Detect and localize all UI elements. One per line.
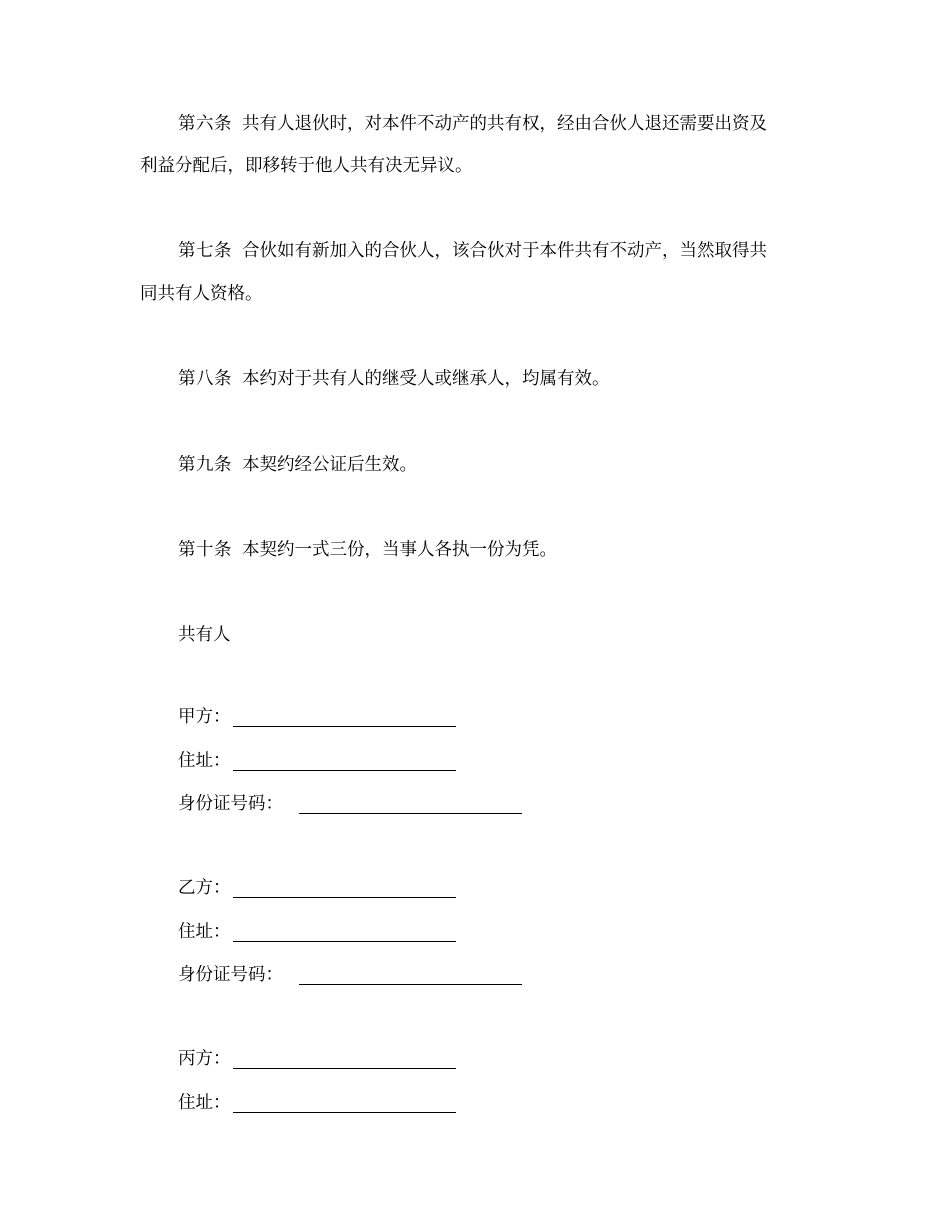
article-8-label: 第八条 — [178, 369, 232, 389]
party-b-id-label: 身份证号码： — [178, 965, 283, 985]
article-9-line — [178, 453, 417, 477]
party-a-id-row — [178, 792, 528, 818]
article-7-line-2: 同共有人资格。 — [140, 284, 263, 304]
party-c-row — [178, 1047, 468, 1073]
party-a-address-blank[interactable] — [233, 770, 456, 771]
party-c-address-row — [178, 1091, 468, 1117]
party-a-label: 甲方： — [178, 707, 231, 727]
party-c-address-blank[interactable] — [233, 1112, 456, 1113]
party-a-id-blank[interactable] — [299, 813, 522, 814]
article-8-line — [178, 367, 610, 391]
party-a-blank[interactable] — [233, 726, 456, 727]
party-b-row — [178, 876, 468, 902]
article-7-text: 合伙如有新加入的合伙人，该合伙对于本件共有不动产，当然取得共 — [242, 241, 767, 261]
article-7-line-1 — [178, 239, 767, 263]
article-6-text: 共有人退伙时，对本件不动产的共有权，经由合伙人退还需要出资及 — [242, 114, 767, 134]
party-a-address-row — [178, 749, 468, 775]
party-b-blank[interactable] — [233, 897, 456, 898]
party-c-blank[interactable] — [233, 1068, 456, 1069]
party-c-address-label: 住址： — [178, 1093, 231, 1113]
article-10-text: 本契约一式三份，当事人各执一份为凭。 — [242, 540, 557, 560]
article-8-text: 本约对于共有人的继受人或继承人，均属有效。 — [242, 369, 610, 389]
party-b-address-row — [178, 920, 468, 946]
article-6-line-2: 利益分配后，即移转于他人共有决无异议。 — [140, 156, 473, 176]
party-b-id-blank[interactable] — [299, 984, 522, 985]
co-owners-heading: 共有人 — [178, 625, 231, 645]
party-b-address-label: 住址： — [178, 922, 231, 942]
party-b-label: 乙方： — [178, 878, 231, 898]
article-10-label: 第十条 — [178, 540, 232, 560]
party-a-address-label: 住址： — [178, 751, 231, 771]
article-6-line-1 — [178, 112, 767, 136]
article-10-line — [178, 538, 557, 562]
party-b-address-blank[interactable] — [233, 941, 456, 942]
article-7-label: 第七条 — [178, 241, 232, 261]
party-a-id-label: 身份证号码： — [178, 794, 283, 814]
party-c-label: 丙方： — [178, 1049, 231, 1069]
article-9-label: 第九条 — [178, 455, 232, 475]
article-9-text: 本契约经公证后生效。 — [242, 455, 417, 475]
party-b-id-row — [178, 963, 528, 989]
party-a-row — [178, 705, 468, 731]
article-6-label: 第六条 — [178, 114, 232, 134]
